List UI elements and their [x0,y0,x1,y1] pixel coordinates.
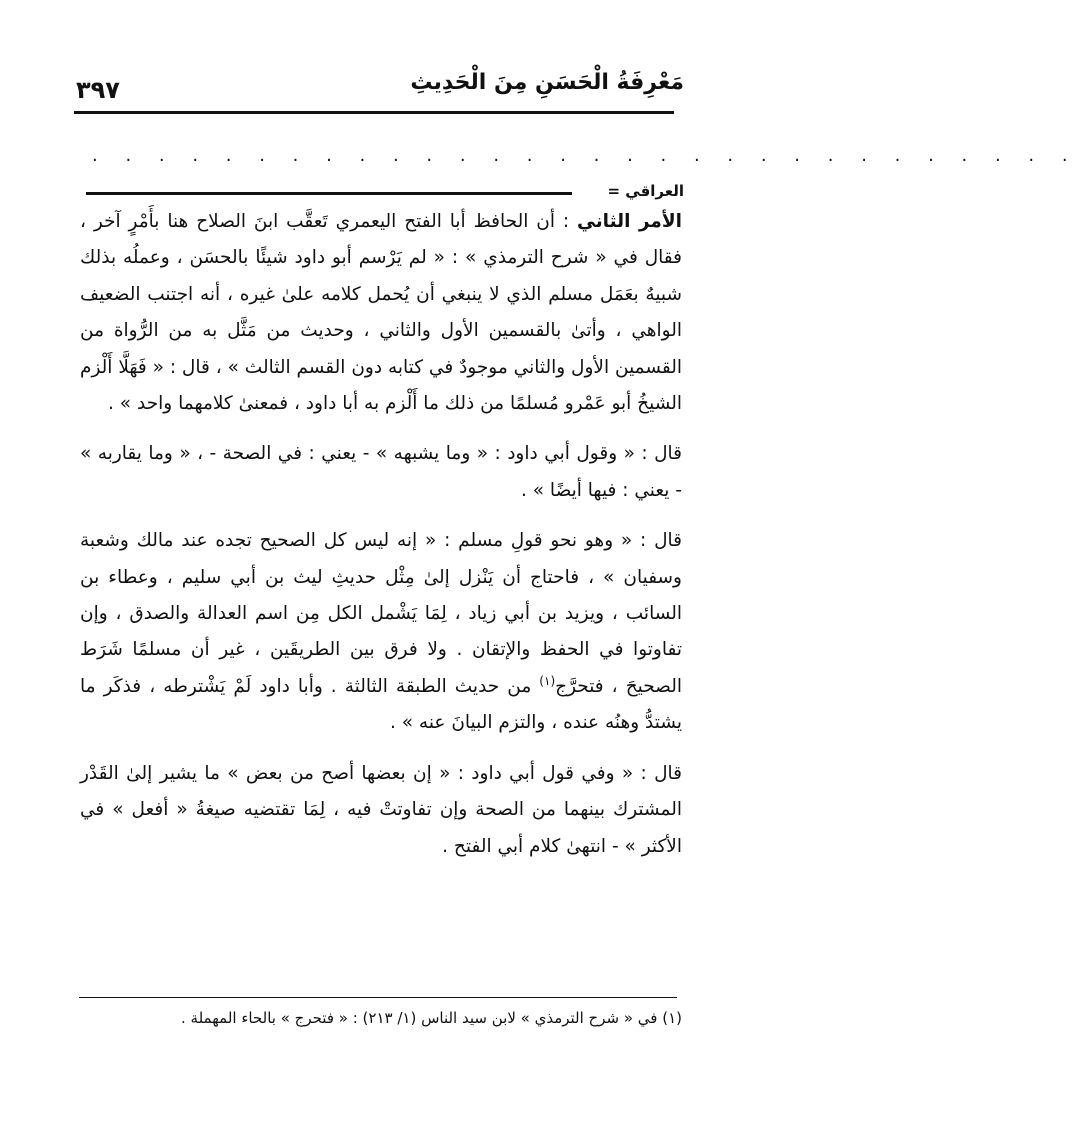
header-rule [74,111,674,114]
footnote-rule [79,997,677,998]
paragraph-text: قال : « وهو نحو قولِ مسلم : « إنه ليس كل الصحيح تجده عند مالك وشعبة وسفيان » ، فاحتاج أن يَنْزل إلىٰ مِثْل حديثِ ليث بن أبي سليم ، وعطاء بن السائب ، ويزيد بن أبي زياد ، لِمَا يَشْمل الكل مِن اسم العدالة والصدق ، وإن تفاوتوا في الحفظ والإتقان . ولا فرق بين الطريقَين ، غير أن مسلمًا شَرَط الصحيحَ ، فتحرَّج [80,530,682,697]
footnote-reference[interactable]: (١) [539,673,556,688]
paragraph-3 [80,523,682,741]
paragraph-text: قال : « وفي قول أبي داود : « إن بعضها أصح من بعض » ما يشير إلىٰ القَدْر المشترك بينهما من الصحة وإن تفاوتتْ فيه ، لِمَا تقتضيه صيغةُ « أفعل » في الأكثر » - انتهىٰ كلام أبي الفتح . [80,762,682,857]
omission-dots: · · · · · · · · · · · · · · · · · · · · · · · · · · · · · · [92,150,1079,171]
paragraph-text: قال : « وقول أبي داود : « وما يشبهه » - يعني : في الصحة - ، « وما يقاربه » - يعني : فيها أيضًا » . [80,443,682,501]
page-number: ٣٩٧ [76,76,120,104]
footnote: (١) في « شرح الترمذي » لابن سيد الناس (١/ ٢١٣) : « فتحرج » بالحاء المهملة . [181,1009,682,1027]
section-label: العراقي = [607,182,684,200]
paragraph-lead: الأمر الثاني [577,211,682,232]
section-rule [86,192,572,195]
body-text [80,204,682,865]
paragraph-4 [80,756,682,865]
paragraph-text: : أن الحافظ أبا الفتح اليعمري تَعقَّب ابنَ الصلاح هنا بأَمْرٍ آخر ، فقال في « شرح الترمذي » : « لم يَرْسم أبو داود شيئًا بالحسَن ، وعملُه بذلك شبيهٌ بعَمَل مسلم الذي لا ينبغي أن يُحمل كلامه علىٰ غيره ، أنه اجتنب الضعيف الواهي ، وأتىٰ بالقسمين الأول والثاني ، وحديث من مَثَّل به من الرُّواة من القسمين الأول والثاني موجودٌ في كتابه دون القسم الثالث » ، قال : « فَهَلَّا أَلْزم الشيخُ أبو عَمْرو مُسلمًا من ذلك ما أَلْزم به أبا داود ، فمعنىٰ كلامهما واحد » . [80,211,682,415]
running-title: مَعْرِفَةُ الْحَسَنِ مِنَ الْحَدِيثِ [410,70,684,95]
paragraph-text: من حديث الطبقة الثالثة . وأبا داود لَمْ يَشْترطه ، فذكَر ما يشتدُّ وهنُه عنده ، والتزم البيانَ عنه » . [80,675,682,734]
paragraph-2 [80,436,682,509]
paragraph-1 [80,204,682,422]
